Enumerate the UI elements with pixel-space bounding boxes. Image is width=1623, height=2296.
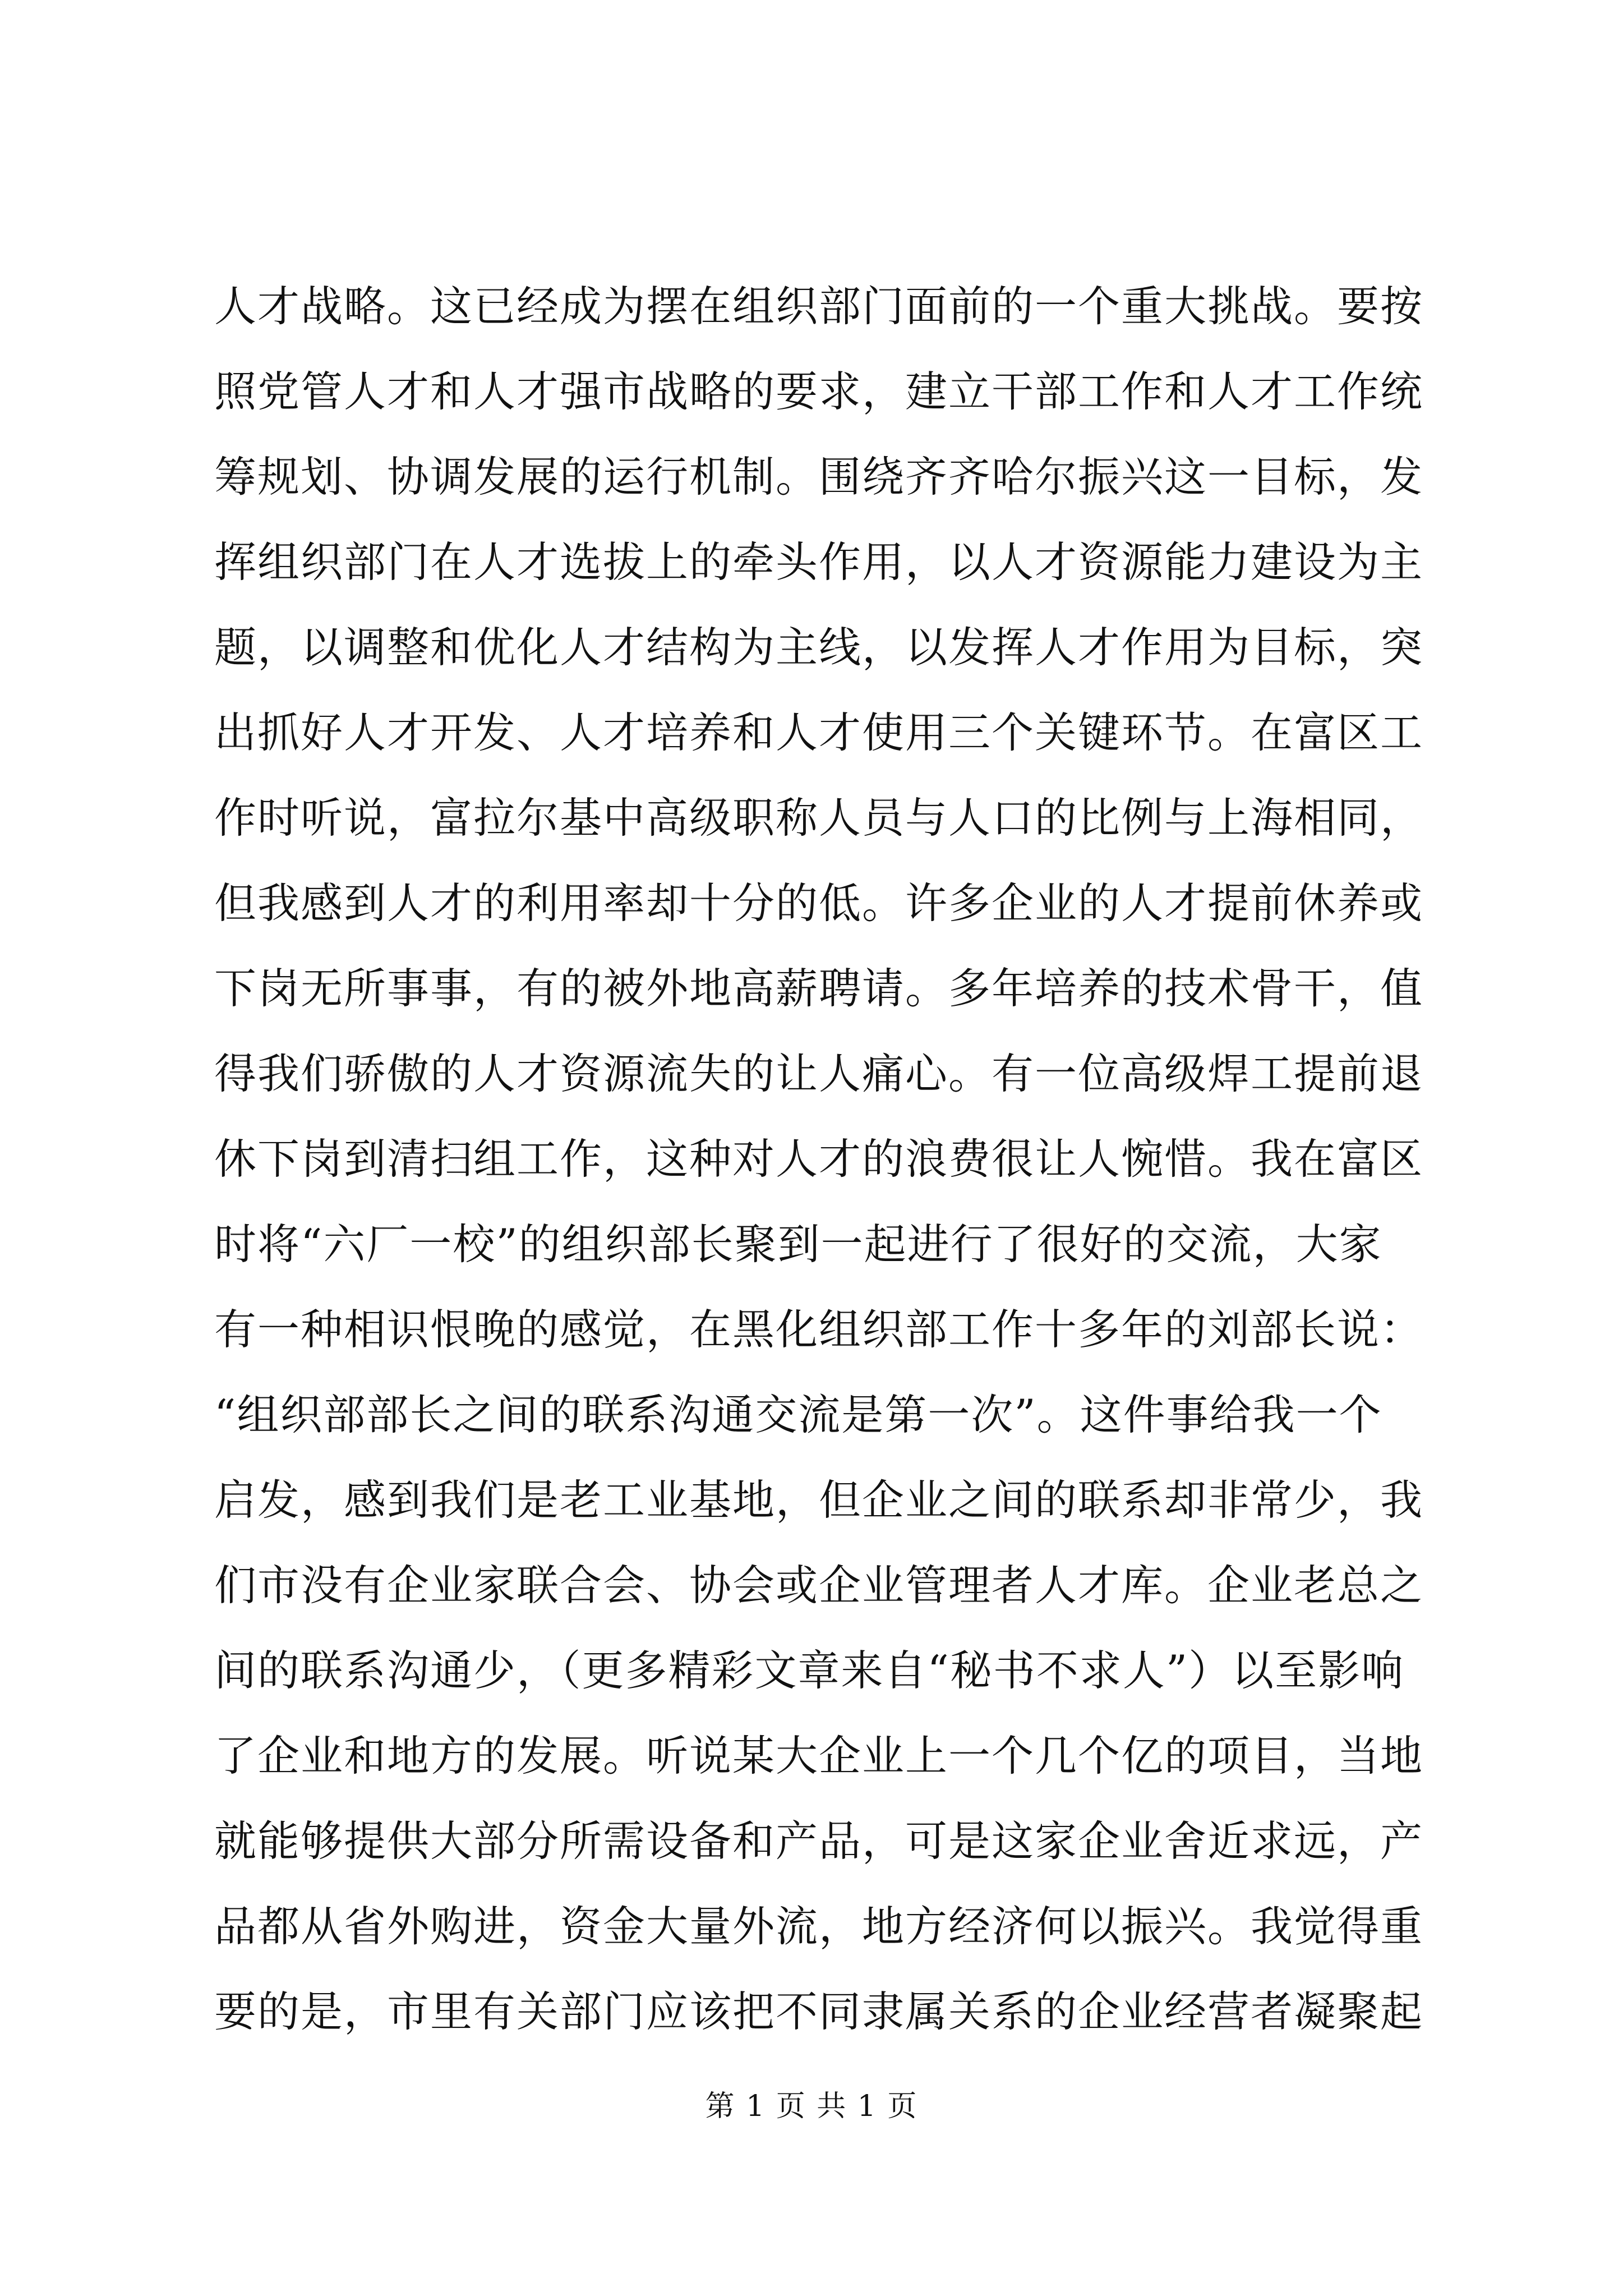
text-line: 但我感到人才的利用率却十分的低。许多企业的人才提前休养或 xyxy=(214,878,1424,928)
text-line: 就能够提供大部分所需设备和产品，可是这家企业舍近求远，产 xyxy=(214,1816,1424,1866)
body-text xyxy=(214,264,1424,2054)
text-line: 作时听说，富拉尔基中高级职称人员与人口的比例与上海相同， xyxy=(214,793,1424,843)
text-line: 下岗无所事事，有的被外地高薪聘请。多年培养的技术骨干，值 xyxy=(214,964,1424,1013)
text-line: 出抓好人才开发、人才培养和人才使用三个关键环节。在富区工 xyxy=(214,708,1424,757)
text-line: 照党管人才和人才强市战略的要求，建立干部工作和人才工作统 xyxy=(214,367,1424,416)
text-line: 休下岗到清扫组工作，这种对人才的浪费很让人惋惜。我在富区 xyxy=(214,1134,1424,1184)
text-line: “组织部部长之间的联系沟通交流是第一次”。这件事给我一个 xyxy=(214,1390,1382,1439)
text-line: 时将“六厂一校”的组织部长聚到一起进行了很好的交流，大家 xyxy=(214,1220,1382,1269)
text-line: 了企业和地方的发展。听说某大企业上一个几个亿的项目，当地 xyxy=(214,1731,1424,1780)
text-line: 启发，感到我们是老工业基地，但企业之间的联系却非常少，我 xyxy=(214,1475,1424,1525)
text-line: 人才战略。这已经成为摆在组织部门面前的一个重大挑战。要按 xyxy=(214,282,1424,331)
text-line: 有一种相识恨晚的感觉，在黑化组织部工作十多年的刘部长说： xyxy=(214,1305,1424,1354)
text-line: 题，以调整和优化人才结构为主线，以发挥人才作用为目标，突 xyxy=(214,623,1424,672)
text-line: 间的联系沟通少，（更多精彩文章来自“秘书不求人”）以至影响 xyxy=(214,1646,1405,1695)
text-line: 品都从省外购进，资金大量外流，地方经济何以振兴。我觉得重 xyxy=(214,1902,1424,1951)
text-line: 得我们骄傲的人才资源流失的让人痛心。有一位高级焊工提前退 xyxy=(214,1049,1424,1098)
text-line: 们市没有企业家联合会、协会或企业管理者人才库。企业老总之 xyxy=(214,1561,1424,1610)
page-footer: 第 1 页 共 1 页 xyxy=(705,2090,918,2123)
text-line: 筹规划、协调发展的运行机制。围绕齐齐哈尔振兴这一目标，发 xyxy=(214,452,1424,501)
text-line: 挥组织部门在人才选拔上的牵头作用，以人才资源能力建设为主 xyxy=(214,537,1424,587)
text-line: 要的是，市里有关部门应该把不同隶属关系的企业经营者凝聚起 xyxy=(214,1987,1424,2036)
